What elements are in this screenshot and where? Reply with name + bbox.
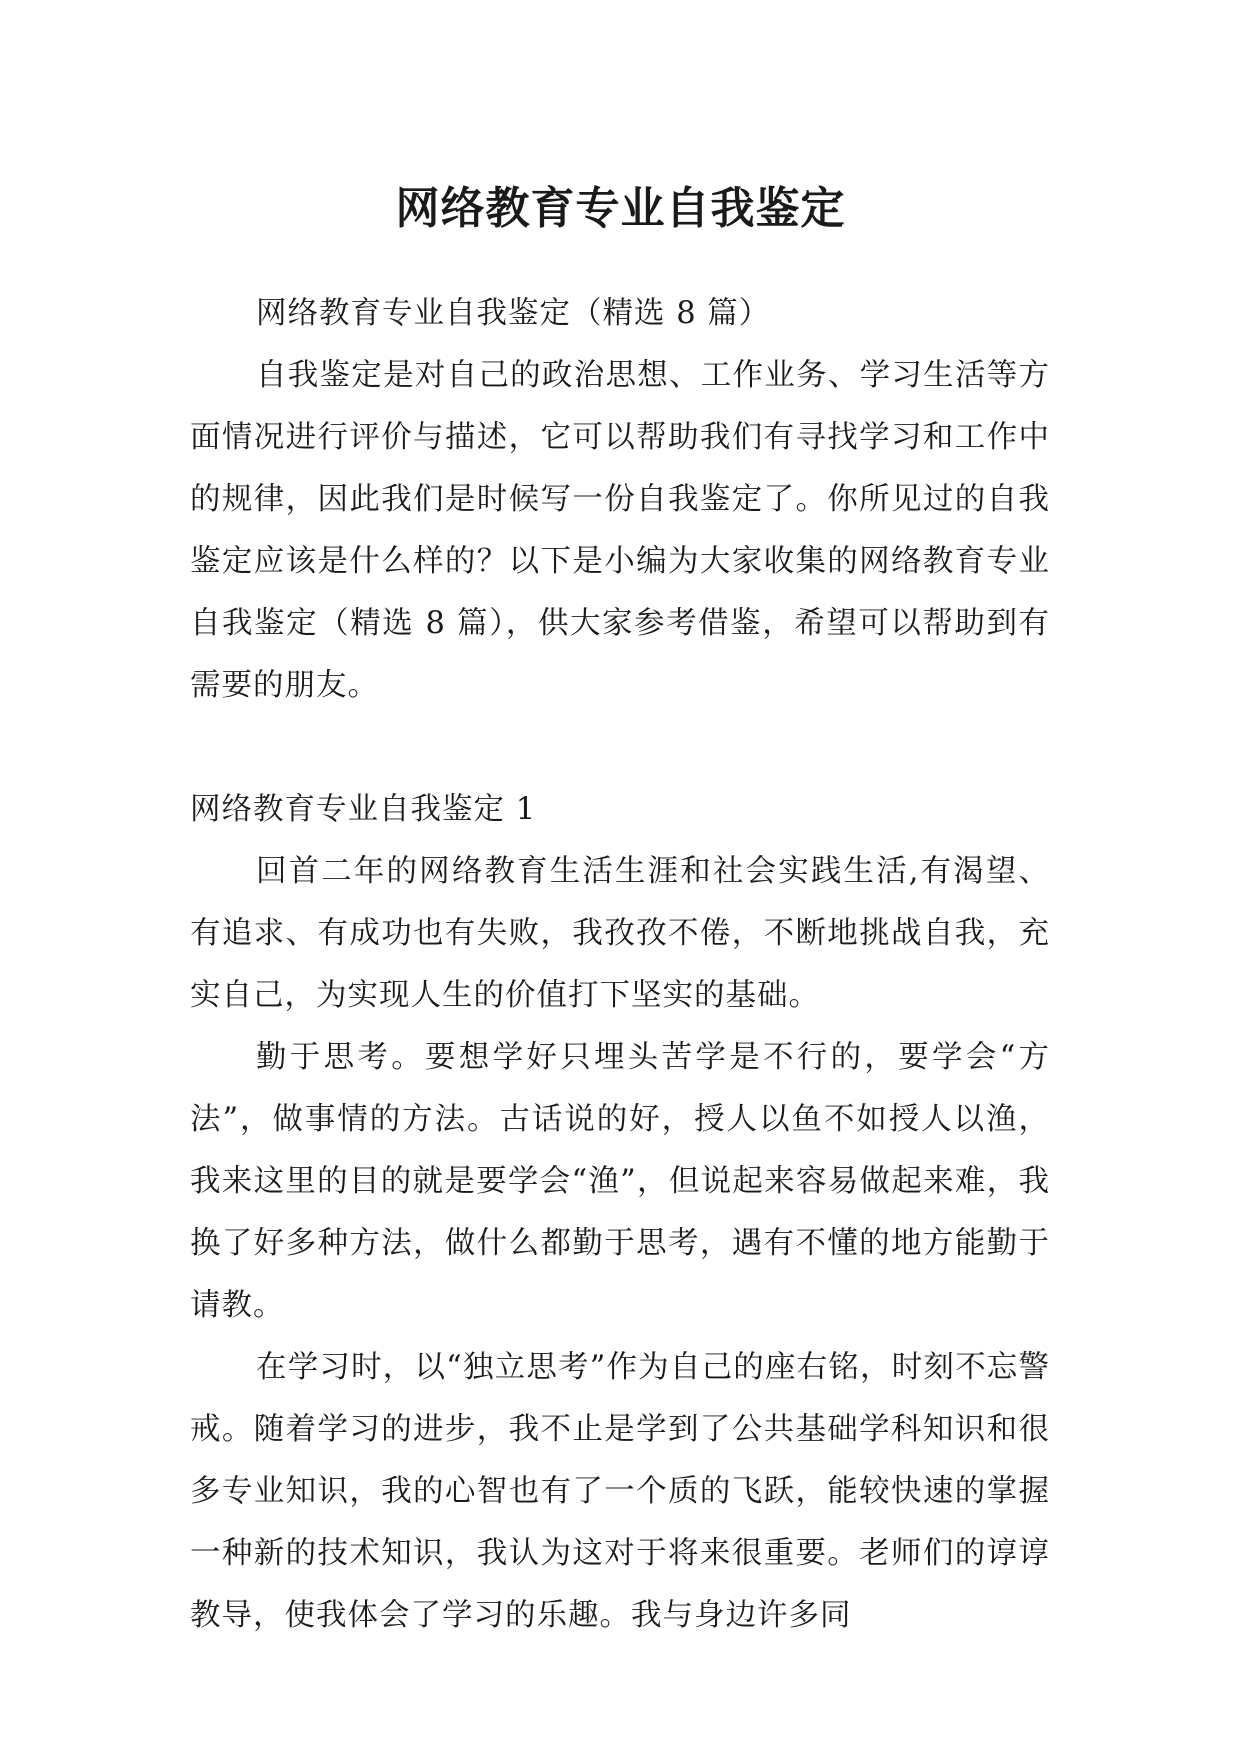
section-paragraph: 回首二年的网络教育生活生涯和社会实践生活,有渴望、有追求、有成功也有失败，我孜孜不倦，不断地挑战自我，充实自己，为实现人生的价值打下坚实的基础。	[190, 854, 1050, 1013]
intro-heading: 网络教育专业自我鉴定（精选 8 篇）	[256, 296, 771, 331]
section-paragraph: 勤于思考。要想学好只埋头苦学是不行的，要学会“方法”，做事情的方法。古话说的好，授人以鱼不如授人以渔，我来这里的目的就是要学会“渔”，但说起来容易做起来难，我换了好多种方法，做什么都勤于思考，遇有不懂的地方能勤于请教。	[190, 1040, 1050, 1323]
section-heading: 网络教育专业自我鉴定 1	[190, 792, 537, 827]
document-title: 网络教育专业自我鉴定	[395, 183, 846, 235]
section-paragraph: 在学习时，以“独立思考”作为自己的座右铭，时刻不忘警戒。随着学习的进步，我不止是学到了公共基础学科知识和很多专业知识，我的心智也有了一个质的飞跃，能较快速的掌握一种新的技术知识，我认为这对于将来很重要。老师们的谆谆教导，使我体会了学习的乐趣。我与身边许多同	[190, 1350, 1050, 1633]
document-body	[190, 283, 1050, 1647]
intro-paragraph: 自我鉴定是对自己的政治思想、工作业务、学习生活等方面情况进行评价与描述，它可以帮助我们有寻找学习和工作中的规律，因此我们是时候写一份自我鉴定了。你所见过的自我鉴定应该是什么样的？以下是小编为大家收集的网络教育专业自我鉴定（精选 8 篇），供大家参考借鉴，希望可以帮助到有需要的朋友。	[190, 358, 1050, 703]
